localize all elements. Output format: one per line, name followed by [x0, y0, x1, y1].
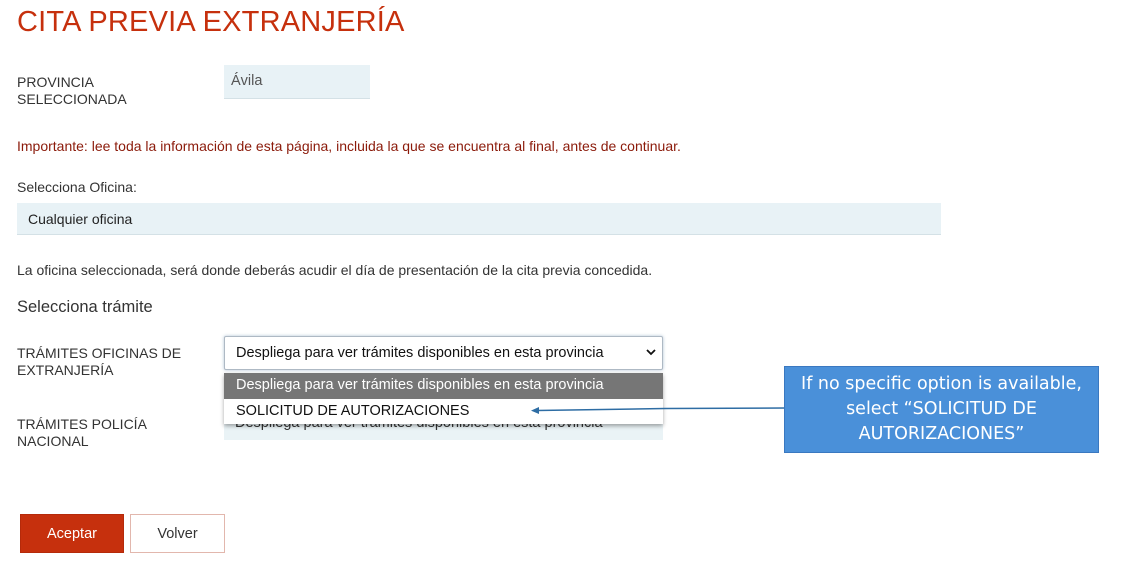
- accept-button[interactable]: Aceptar: [20, 514, 124, 553]
- office-select[interactable]: Cualquier oficina: [17, 203, 941, 235]
- extranjeria-label: [17, 345, 181, 379]
- policia-label: [17, 416, 147, 450]
- office-note: La oficina seleccionada, será donde deberás acudir el día de presentación de la cita previa concedida.: [17, 262, 653, 278]
- back-button[interactable]: Volver: [130, 514, 225, 553]
- dropdown-option-solicitud-autorizaciones[interactable]: SOLICITUD DE AUTORIZACIONES: [224, 399, 663, 424]
- province-label-line2: SELECCIONADA: [17, 91, 127, 107]
- extranjeria-select[interactable]: [224, 336, 663, 370]
- dropdown-option[interactable]: Despliega para ver trámites disponibles en esta provincia: [224, 373, 663, 399]
- policia-label-line2: NACIONAL: [17, 433, 89, 449]
- chevron-down-icon: [645, 346, 657, 358]
- annotation-arrow-icon: [525, 400, 790, 420]
- annotation-callout: If no specific option is available, select “SOLICITUD DE AUTORIZACIONES”: [784, 366, 1099, 453]
- page-title: CITA PREVIA EXTRANJERÍA: [17, 6, 405, 38]
- policia-label-line1: TRÁMITES POLICÍA: [17, 416, 147, 432]
- extranjeria-select-value: Despliega para ver trámites disponibles en esta provincia: [236, 345, 604, 361]
- province-label-line1: PROVINCIA: [17, 74, 95, 90]
- procedure-heading: Selecciona trámite: [17, 298, 153, 316]
- extranjeria-label-line1: TRÁMITES OFICINAS DE: [17, 345, 182, 361]
- province-label: [17, 74, 127, 108]
- important-note: Importante: lee toda la información de esta página, incluida la que se encuentra al final, antes de continuar.: [17, 138, 681, 154]
- extranjeria-label-line2: EXTRANJERÍA: [17, 362, 114, 378]
- office-label: Selecciona Oficina:: [17, 179, 137, 195]
- province-value: Ávila: [224, 65, 370, 99]
